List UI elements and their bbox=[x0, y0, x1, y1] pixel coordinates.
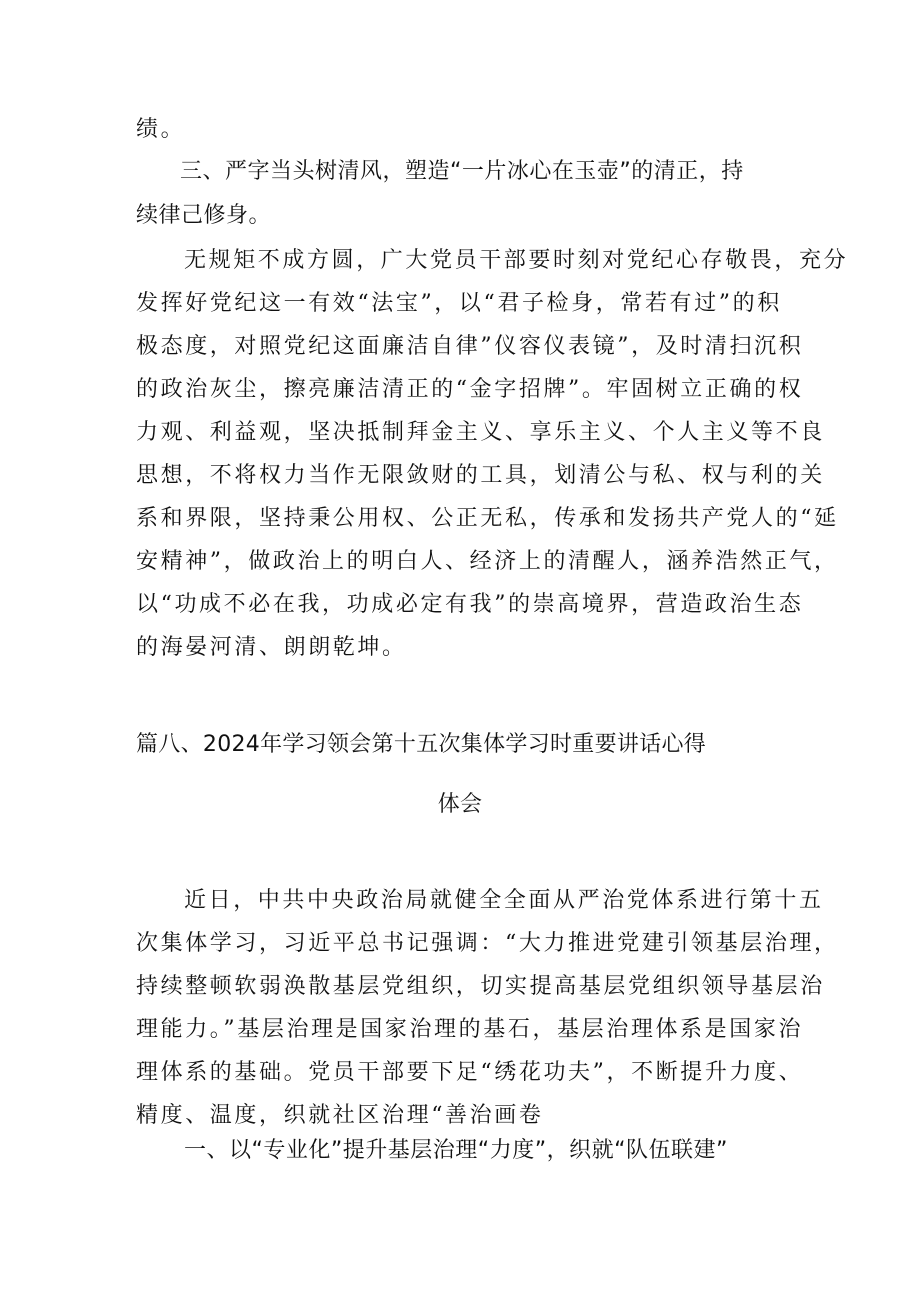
paragraph-end-line: 绩。 bbox=[136, 117, 186, 142]
paragraph-line: 安精神”，做政治上的明白人、经济上的清醒人，涵养浩然正气， bbox=[136, 549, 839, 574]
paragraph-line: 发挥好党纪这一有效“法宝”，以“君子检身，常若有过”的积 bbox=[136, 291, 782, 316]
paragraph-line: 无规矩不成方圆，广大党员干部要时刻对党纪心存敬畏，充分 bbox=[184, 248, 849, 273]
paragraph-line: 的海晏河清、朗朗乾坤。 bbox=[136, 635, 407, 660]
paragraph-line: 近日，中共中央政治局就健全全面从严治党体系进行第十五 bbox=[184, 888, 824, 913]
section-heading-1: 一、以“专业化”提升基层治理“力度”，织就“队伍联建” bbox=[184, 1138, 728, 1163]
paragraph-line: 持续整顿软弱涣散基层党组织，切实提高基层党组织领导基层治 bbox=[136, 974, 825, 999]
paragraph-line: 次集体学习，习近平总书记强调：“大力推进党建引领基层治理， bbox=[136, 931, 839, 956]
paragraph-line: 的政治灰尘，擦亮廉洁清正的“金字招牌”。牢固树立正确的权 bbox=[136, 377, 804, 402]
section-heading-3-cont: 续律己修身。 bbox=[136, 203, 272, 228]
paragraph-line: 思想，不将权力当作无限敛财的工具，划清公与私、权与利的关 bbox=[136, 463, 825, 488]
paragraph-line: 理能力。”基层治理是国家治理的基石，基层治理体系是国家治 bbox=[136, 1017, 804, 1042]
paragraph-line: 极态度，对照党纪这面廉洁自律”仪容仪表镜”，及时清扫沉积 bbox=[136, 334, 804, 359]
paragraph-line: 精度、温度，织就社区治理“善治画卷 bbox=[136, 1103, 544, 1128]
article-title-cont: 体会 bbox=[437, 792, 483, 817]
article-title: 篇八、2024年学习领会第十五次集体学习时重要讲话心得 bbox=[136, 732, 707, 757]
paragraph-line: 力观、利益观，坚决抵制拜金主义、享乐主义、个人主义等不良 bbox=[136, 420, 825, 445]
section-heading-3: 三、严字当头树清风，塑造“一片冰心在玉壶”的清正，持 bbox=[180, 159, 744, 184]
paragraph-line: 以“功成不必在我，功成必定有我”的崇高境界，营造政治生态 bbox=[136, 592, 804, 617]
paragraph-line: 理体系的基础。党员干部要下足“绣花功夫”，不断提升力度、 bbox=[136, 1060, 804, 1085]
paragraph-line: 系和界限，坚持秉公用权、公正无私，传承和发扬共产党人的“延 bbox=[136, 506, 839, 531]
